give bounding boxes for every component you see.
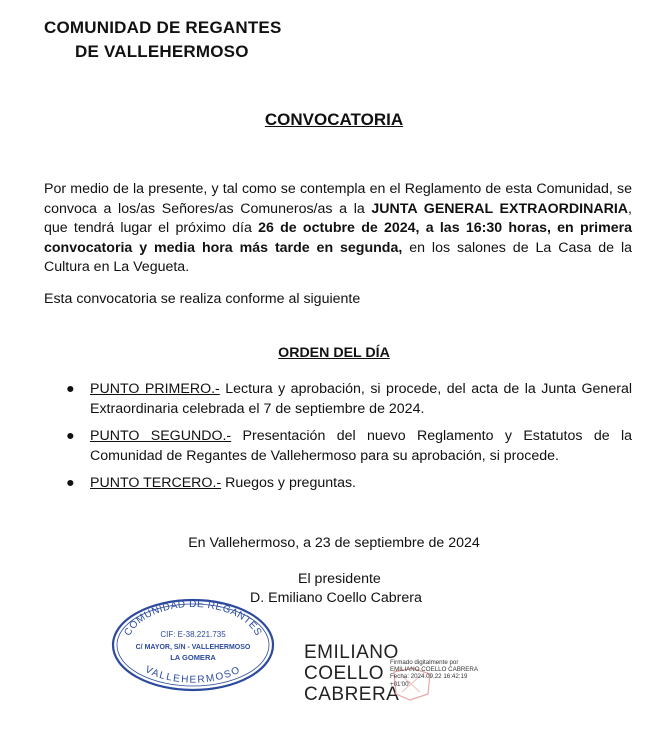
agenda-item-text: Lectura y aprobación, si procede, del acta de la Junta General Extraordinaria celebrada el 7 de septiembre de 2024. [90,381,632,417]
signature-line3: CABRERA [304,684,400,705]
document-title: CONVOCATORIA [264,110,404,129]
stamp-arc-top: COMUNIDAD DE REGANTES [122,598,264,638]
stamp-address: C/ MAYOR, S/N - VALLEHERMOSO [135,644,251,651]
stamp-icon [108,595,278,695]
agenda-list [60,380,632,502]
digital-offset: +01'00' [390,680,410,688]
meeting-type: JUNTA GENERAL EXTRAORDINARIA [371,200,629,217]
intro-text-a: Por medio de la presente, y tal como se contempla en el Reglamento de esta Comunidad, se convoca a los/as Señores/as Comuneros/as a la [44,181,632,217]
agenda-item [60,427,632,466]
digital-signature-info [390,659,478,688]
intro-closing: Esta convocatoria se realiza conforme al siguiente [44,291,361,307]
digital-signed-by: Firmado digitalmente por [390,659,459,666]
svg-text:VALLEHERMOSO [143,664,243,685]
signature-line1: EMILIANO [304,642,399,663]
agenda-item-label: PUNTO TERCERO.- [90,475,222,491]
digital-signer: EMILIANO COELLO CABRERA [390,666,479,674]
signer-name: D. Emiliano Coello Cabrera [250,590,422,606]
agenda-item-text: Presentación del nuevo Reglamento y Estatutos de la Comunidad de Regantes de Vallehermoso para su aprobación, si procede. [90,428,633,464]
agenda-item [60,380,632,419]
intro-text-c: , que tendrá lugar el próximo día [44,200,632,236]
meeting-date: 26 de octubre de 2024 [258,220,416,236]
official-stamp [108,595,278,695]
bullet-icon: ● [66,475,75,491]
agenda-item-label: PUNTO PRIMERO.- [90,381,220,397]
agenda-item [60,474,632,494]
bullet-icon: ● [66,428,75,444]
place-date: En Vallehermoso, a 23 de septiembre de 2024 [188,535,480,551]
meeting-time: , a las 16:30 horas, en primera convocatoria y media hora más tarde en segunda, [44,220,632,256]
signer-role: El presidente [298,571,381,587]
agenda-title: ORDEN DEL DÍA [278,345,390,361]
organization-name-line2: DE VALLEHERMOSO [75,42,249,61]
organization-name-line1: COMUNIDAD DE REGANTES [44,18,282,37]
digital-signature-name [304,642,399,705]
stamp-cif: CIF: E-38.221.735 [160,630,226,639]
agenda-item-text: Ruegos y preguntas. [221,475,356,491]
signature-line2: COELLO [304,663,385,684]
agenda-item-label: PUNTO SEGUNDO.- [90,428,232,444]
stamp-arc-bottom: VALLEHERMOSO [143,664,243,686]
stamp-island: LA GOMERA [170,653,216,662]
bullet-icon: ● [66,381,75,397]
meeting-location: en los salones de La Casa de la Cultura en La Vegueta. [44,239,632,275]
digital-date: Fecha: 2024.09.22 16:42:19 [390,673,468,681]
intro-paragraph [44,180,632,278]
